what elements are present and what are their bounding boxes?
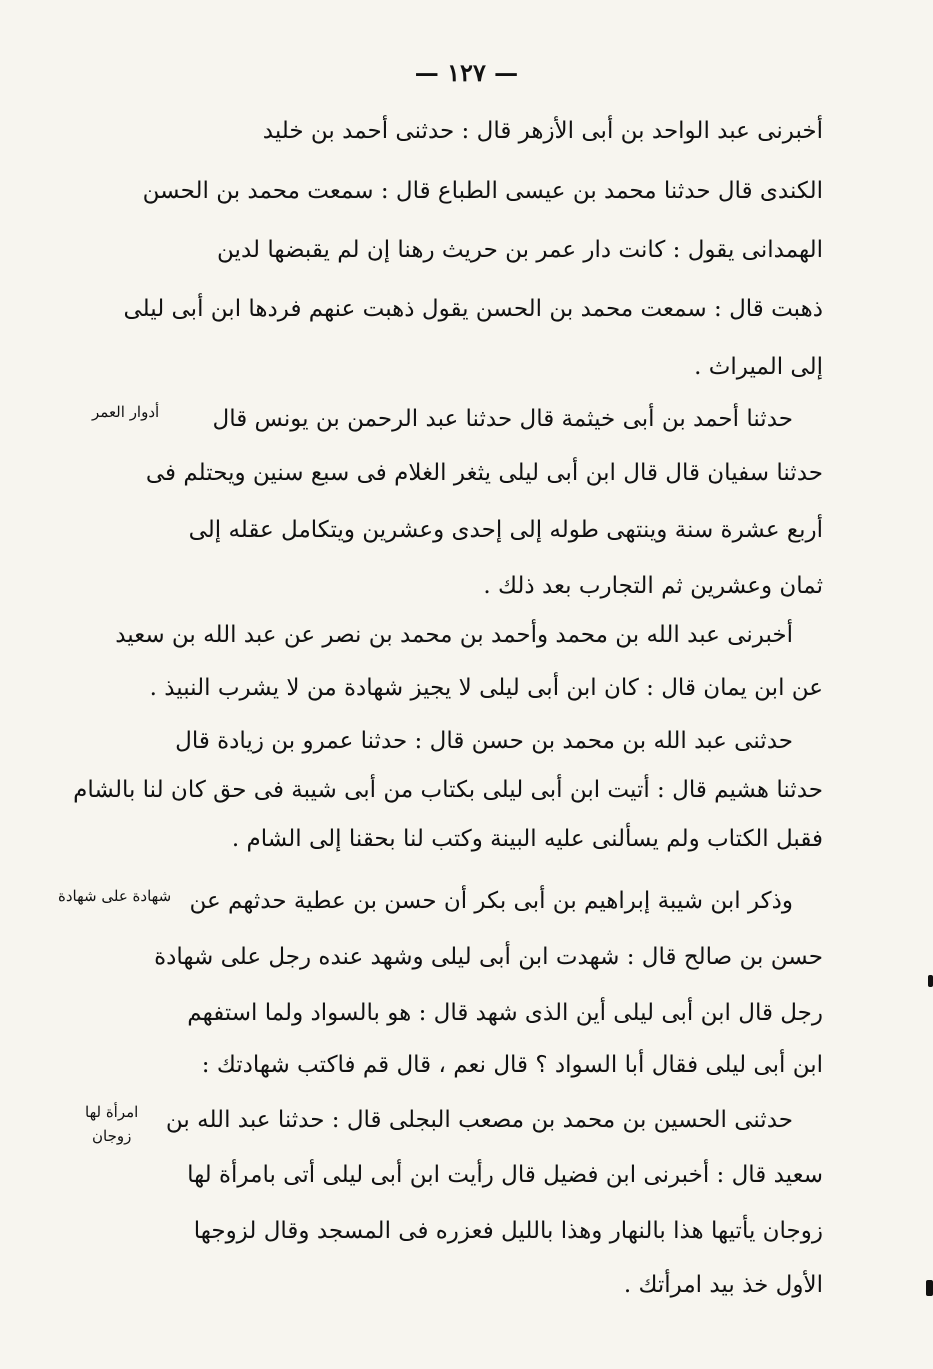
- text-line: حدثنا أحمد بن أبى خيثمة قال حدثنا عبد الرحمن بن يونس قال: [212, 406, 793, 432]
- text-line: زوجان يأتيها هذا بالنهار وهذا بالليل فعزره فى المسجد وقال لزوجها: [193, 1218, 823, 1244]
- margin-note-ages: أدوار العمر: [92, 403, 160, 421]
- text-line: الأول خذ بيد امرأتك .: [623, 1272, 823, 1298]
- text-line: حدثنا سفيان قال قال ابن أبى ليلى يثغر الغلام فى سبع سنين ويحتلم فى: [145, 460, 823, 486]
- text-line: أربع عشرة سنة وينتهى طوله إلى إحدى وعشرين ويتكامل عقله إلى: [188, 517, 823, 543]
- text-line: ابن أبى ليلى فقال أبا السواد ؟ قال نعم ، قال قم فاكتب شهادتك :: [201, 1052, 823, 1078]
- text-line: حسن بن صالح قال : شهدت ابن أبى ليلى وشهد عنده رجل على شهادة: [154, 944, 823, 970]
- text-line: حدثنى الحسين بن محمد بن مصعب البجلى قال : حدثنا عبد الله بن: [165, 1107, 793, 1133]
- text-line: أخبرنى عبد الله بن محمد وأحمد بن محمد بن نصر عن عبد الله بن سعيد: [115, 622, 793, 648]
- margin-note-testimony: شهادة على شهادة: [58, 887, 172, 905]
- text-line: رجل قال ابن أبى ليلى أين الذى شهد قال : هو بالسواد ولما استفهم: [187, 1000, 823, 1026]
- margin-note-line: امرأة لها: [85, 1103, 139, 1121]
- scan-mark: [926, 1280, 933, 1296]
- text-line: فقبل الكتاب ولم يسألنى عليه البينة وكتب لنا بحقنا إلى الشام .: [231, 826, 823, 852]
- text-line: أخبرنى عبد الواحد بن أبى الأزهر قال : حدثنى أحمد بن خليد: [262, 118, 823, 144]
- text-line: الهمدانى يقول : كانت دار عمر بن حريث رهنا إن لم يقبضها لدين: [217, 237, 823, 263]
- text-line: سعيد قال : أخبرنى ابن فضيل قال رأيت ابن أبى ليلى أتى بامرأة لها: [187, 1162, 823, 1188]
- text-line: وذكر ابن شيبة إبراهيم بن أبى بكر أن حسن بن عطية حدثهم عن: [189, 888, 793, 914]
- text-line: ثمان وعشرين ثم التجارب بعد ذلك .: [483, 573, 823, 599]
- text-line: حدثنا هشيم قال : أتيت ابن أبى ليلى بكتاب من أبى شيبة فى حق كان لنا بالشام: [73, 777, 823, 803]
- scan-mark: [928, 975, 933, 987]
- margin-note-line: زوجان: [91, 1127, 132, 1145]
- page-number: — ١٢٧ —: [414, 58, 519, 87]
- text-line: حدثنى عبد الله بن محمد بن حسن قال : حدثنا عمرو بن زيادة قال: [175, 728, 793, 754]
- text-line: الكندى قال حدثنا محمد بن عيسى الطباع قال : سمعت محمد بن الحسن: [142, 178, 823, 204]
- margin-note-woman: [85, 1100, 138, 1148]
- text-line: عن ابن يمان قال : كان ابن أبى ليلى لا يجيز شهادة من لا يشرب النبيذ .: [149, 675, 823, 701]
- text-line: ذهبت قال : سمعت محمد بن الحسن يقول ذهبت عنهم فردها ابن أبى ليلى: [123, 296, 823, 322]
- text-line: إلى الميراث .: [694, 354, 823, 380]
